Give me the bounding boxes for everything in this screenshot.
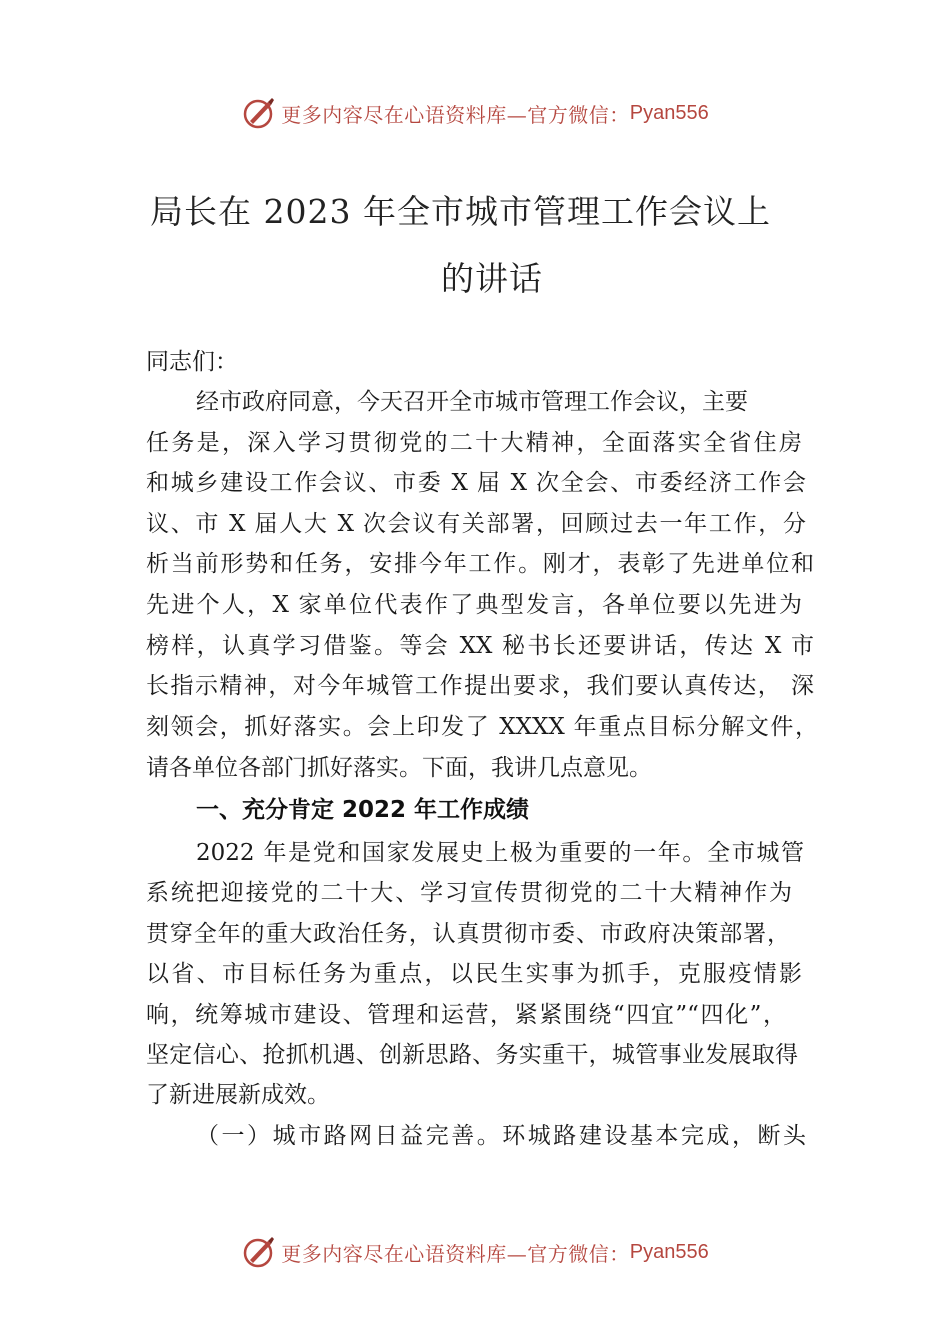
paragraph2-line: 坚定信心、抢抓机遇、创新思路、务实重干，城管事业发展取得 [146,1042,798,1068]
paragraph1-line: 析当前形势和任务，安排今年工作。刚才，表彰了先进单位和 [146,551,814,577]
banner-wechat-id: Pyan556 [629,1240,709,1263]
paragraph1-line: 先进个人，X 家单位代表作了典型发言，各单位要以先进为 [146,592,802,618]
paragraph2-line: 以省、市目标任务为重点，以民生实事为抓手，克服疫情影 [146,961,802,987]
paragraph2-line: 系统把迎接党的二十大、学习宣传贯彻党的二十大精神作为 [146,880,792,906]
paragraph1-line: 长指示精神，对今年城管工作提出要求，我们要认真传达， 深 [146,673,814,699]
paragraph1-line: 议、市 X 届人大 X 次会议有关部署，回顾过去一年工作，分 [146,511,806,537]
document-title-line2: 的讲话 [441,259,543,298]
banner-wechat-id: Pyan556 [629,101,709,124]
pen-logo-icon [241,95,277,131]
paragraph1-line: 任务是，深入学习贯彻党的二十大精神，全面落实全省住房 [146,430,802,456]
paragraph2-line: 2022 年是党和国家发展史上极为重要的一年。全市城管 [196,840,804,866]
paragraph1-line: 刻领会，抓好落实。会上印发了 XXXX 年重点目标分解文件， [146,714,818,740]
salutation: 同志们： [146,349,238,375]
paragraph2-line: 贯穿全年的重大政治任务，认真贯彻市委、市政府决策部署， [146,921,790,947]
header-banner [0,93,950,133]
pen-logo-icon [241,1234,277,1270]
paragraph1-line: 和城乡建设工作会议、市委 X 届 X 次全会、市委经济工作会 [146,470,806,496]
paragraph3-line: （一）城市路网日益完善。环城路建设基本完成，断头 [196,1123,806,1149]
paragraph1-line: 请各单位各部门抓好落实。下面，我讲几点意见。 [146,755,652,781]
document-title-line1: 局长在 2023 年全市城市管理工作会议上 [150,192,771,231]
paragraph2-line: 了新进展新成效。 [146,1082,330,1108]
paragraph1-line: 经市政府同意，今天召开全市城市管理工作会议，主要 [196,389,748,415]
section-heading-1: 一、充分肯定 2022 年工作成绩 [196,797,530,823]
paragraph2-line: 响，统筹城市建设、管理和运营，紧紧围绕“四宜”“四化”， [146,1002,786,1028]
footer-banner [0,1232,950,1272]
banner-text: 更多内容尽在心语资料库—官方微信： [281,1241,630,1266]
banner-text: 更多内容尽在心语资料库—官方微信： [281,102,630,127]
paragraph1-line: 榜样，认真学习借鉴。等会 XX 秘书长还要讲话，传达 X 市 [146,633,814,659]
